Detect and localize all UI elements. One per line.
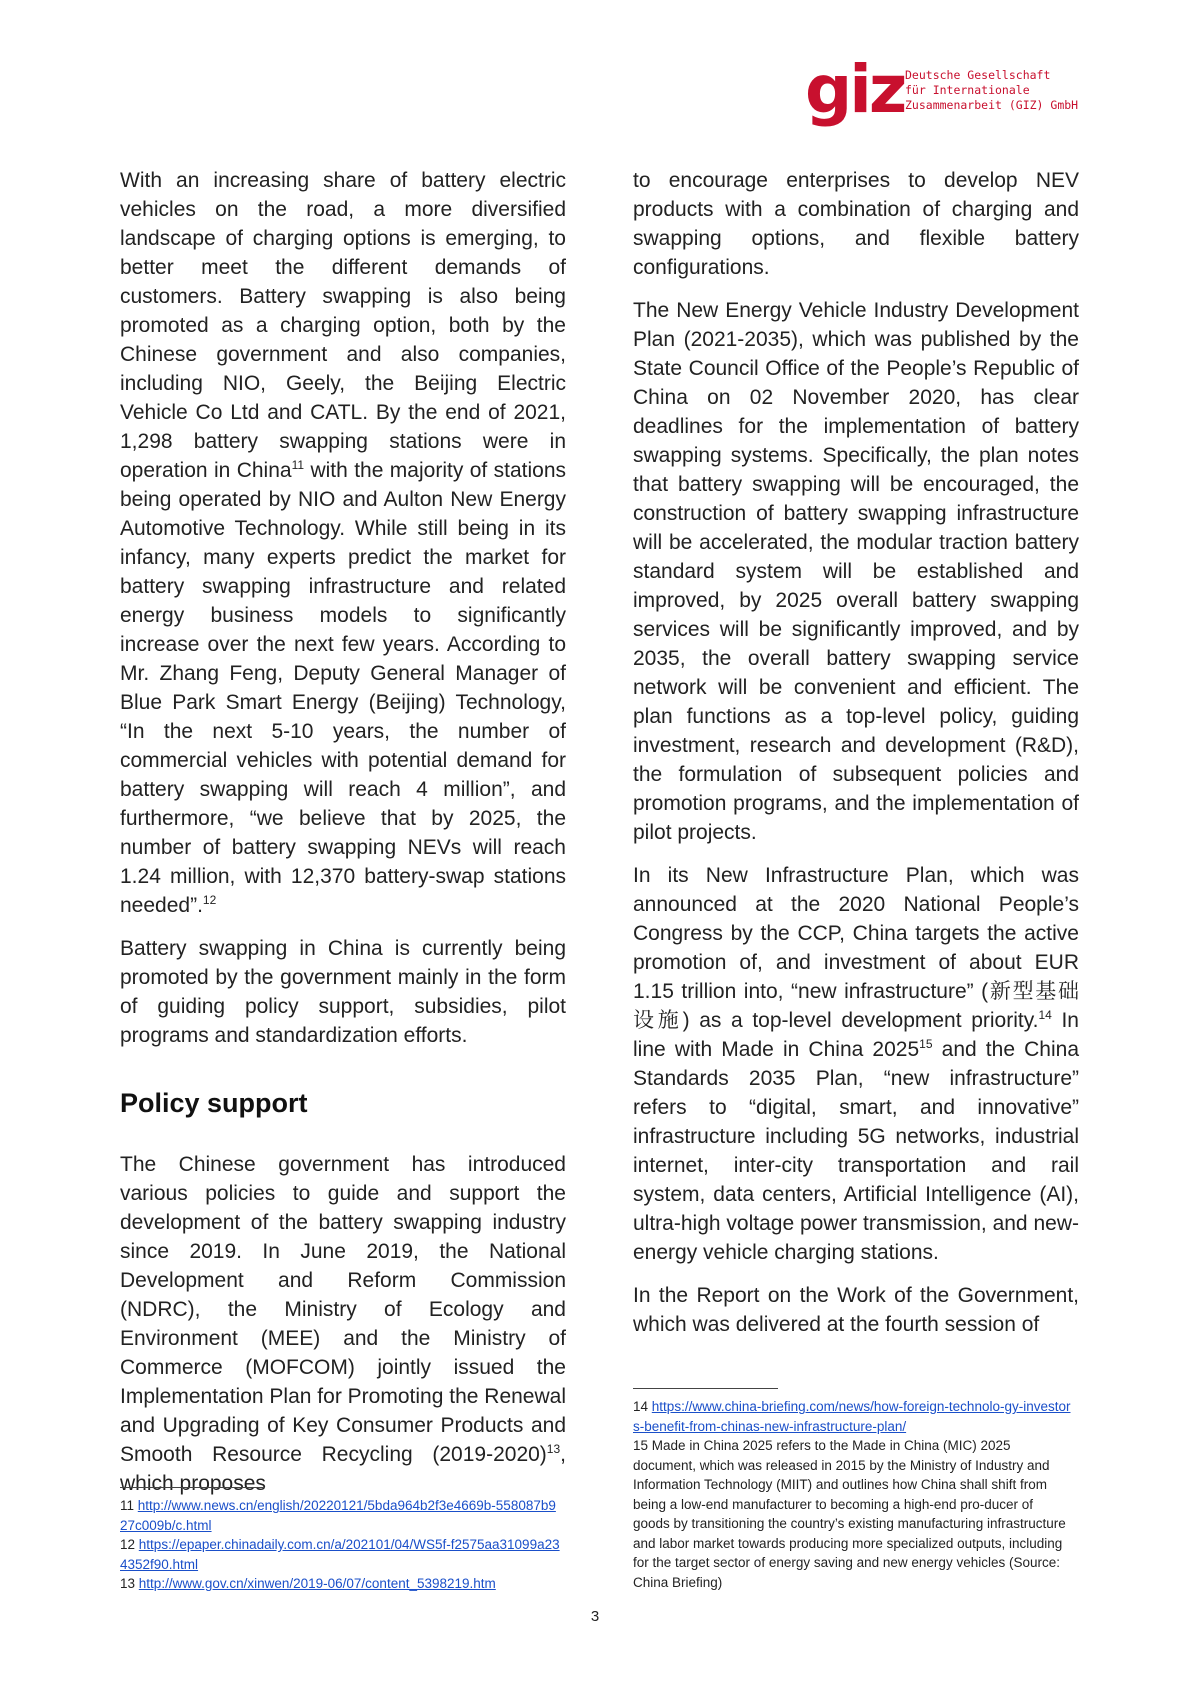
footnote-ref-12[interactable]: 12: [202, 893, 217, 907]
paragraph-new-infrastructure: [633, 861, 1079, 1267]
footnote-number: 13: [120, 1576, 136, 1591]
paragraph-battery-swapping-intro: [120, 166, 566, 920]
logo-wordmark: giz: [805, 51, 905, 128]
footnote-ref-11[interactable]: 11: [291, 458, 305, 472]
text-run: In its New Infrastructure Plan, which was announced at the 2020 National People’s Congress by the CCP, China targets the active promotion of, and investment of about EUR 1.15 trillion into, “new infrastructure” (新型基础设施) as a top-level development priority.: [633, 864, 1079, 1032]
footnote-ref-14[interactable]: 14: [1038, 1008, 1052, 1022]
right-column: [633, 166, 1079, 1353]
footnotes-left: [120, 1487, 560, 1594]
paragraph-nev-development-plan: The New Energy Vehicle Industry Development Plan (2021-2035), which was published by the State Council Office of the People’s Republic of China on 02 November 2020, has clear deadlines for the implementation of battery swapping systems. Specifically, the plan notes that battery swapping will be encouraged, the construction of battery swapping infrastructure will be accelerated, the modular traction battery standard system will be established and improved, by 2025 overall battery swapping services will be significantly improved, and by 2035, the overall battery swapping service network will be convenient and efficient. The plan functions as a top-level policy, guiding investment, research and development (R&D), the formulation of subsequent policies and promotion programs, and the implementation of pilot projects.: [633, 299, 1079, 844]
giz-logo: [805, 51, 1085, 128]
page-number: 3: [590, 1608, 600, 1625]
footnote-ref-15[interactable]: 15: [919, 1037, 933, 1051]
logo-line: für Internationale: [905, 83, 1030, 97]
footnote-text: Made in China 2025 refers to the Made in China (MIC) 2025 document, which was released in 2015 by the Ministry of Industry and Information Technology (MIIT) and outlines how China shall shift from being a low-end manufacturer to becoming a high-end pro-ducer of goods by transitioning the country’s existing manufacturing infrastructure and labor market towards producing more specialized outputs, including for the target sector of energy saving and new energy vehicles (Source: China Briefing): [633, 1438, 1066, 1590]
footnote-link[interactable]: https://www.china-briefing.com/news/how-foreign-technolo-gy-investors-benefit-from-chinas-new-infrastructure-plan/: [633, 1399, 1071, 1434]
text-run: , which proposes: [120, 1443, 566, 1495]
footnote-number: 12: [120, 1537, 136, 1552]
footnote-link[interactable]: http://www.gov.cn/xinwen/2019-06/07/content_5398219.htm: [138, 1576, 496, 1591]
footnote-ref-13[interactable]: 13: [546, 1442, 561, 1456]
paragraph-continuation: to encourage enterprises to develop NEV products with a combination of charging and swapping options, and flexible battery configurations.: [633, 169, 1079, 279]
footnote-15: [633, 1436, 1073, 1592]
footnote-number: 14: [633, 1399, 649, 1414]
footnote-number: 11: [120, 1498, 135, 1513]
text-run: and the China Standards 2035 Plan, “new infrastructure” refers to “digital, smart, and innovative” infrastructure including 5G networks, industrial internet, inter-city transportation and rail system, data centers, Artificial Intelligence (AI), ultra-high voltage power transmission, and new-energy vehicle charging stations.: [633, 1038, 1080, 1264]
text-run: with the majority of stations being operated by NIO and Aulton New Energy Automotive Technology. While still being in its infancy, many experts predict the market for battery swapping infrastructure and related energy business models to significantly increase over the next few years. According to Mr. Zhang Feng, Deputy General Manager of Blue Park Smart Energy (Beijing) Technology, “In the next 5-10 years, the number of commercial vehicles with potential demand for battery swapping will reach 4 million”, and furthermore, “we believe that by 2025, the number of battery swapping NEVs will reach 1.24 million, with 12,370 battery-swap stations needed”.: [120, 459, 567, 917]
logo-line: Zusammenarbeit (GIZ) GmbH: [905, 98, 1079, 112]
footnote-12: [120, 1535, 560, 1574]
paragraph-policies: [120, 1150, 566, 1498]
logo-subtitle: [905, 68, 1078, 113]
footnote-divider: [633, 1388, 778, 1389]
footnote-number: 15: [633, 1438, 649, 1453]
footnote-divider: [120, 1487, 265, 1488]
footnotes-right: [633, 1388, 1073, 1592]
paragraph-government-promotion: Battery swapping in China is currently being promoted by the government mainly in the form of guiding policy support, subsidies, pilot programs and standardization efforts.: [120, 937, 566, 1047]
left-column: [120, 166, 566, 1512]
footnote-11: [120, 1496, 560, 1535]
text-run: In line with Made in China 2025: [633, 1009, 1079, 1061]
paragraph-government-report: In the Report on the Work of the Government, which was delivered at the fourth session of: [633, 1284, 1079, 1336]
footnote-link[interactable]: http://www.news.cn/english/20220121/5bda964b2f3e4669b-558087b927c009b/c.html: [120, 1498, 556, 1533]
footnote-link[interactable]: https://epaper.chinadaily.com.cn/a/202101/04/WS5f-f2575aa31099a234352f90.html: [120, 1537, 560, 1572]
text-run: With an increasing share of battery electric vehicles on the road, a more diversified landscape of charging options is emerging, to better meet the different demands of customers. Battery swapping is also being promoted as a charging option, both by the Chinese government and also companies, including NIO, Geely, the Beijing Electric Vehicle Co Ltd and CATL. By the end of 2021, 1,298 battery swapping stations were in operation in China: [120, 169, 566, 482]
footnote-14: [633, 1397, 1073, 1436]
text-run: The Chinese government has introduced various policies to guide and support the development of the battery swapping industry since 2019. In June 2019, the National Development and Reform Commission (NDRC), the Ministry of Ecology and Environment (MEE) and the Ministry of Commerce (MOFCOM) jointly issued the Implementation Plan for Promoting the Renewal and Upgrading of Key Consumer Products and Smooth Resource Recycling (2019-2020): [120, 1153, 566, 1466]
footnote-13: [120, 1574, 560, 1594]
section-heading-policy-support: Policy support: [120, 1088, 308, 1118]
logo-line: Deutsche Gesellschaft: [905, 68, 1051, 82]
